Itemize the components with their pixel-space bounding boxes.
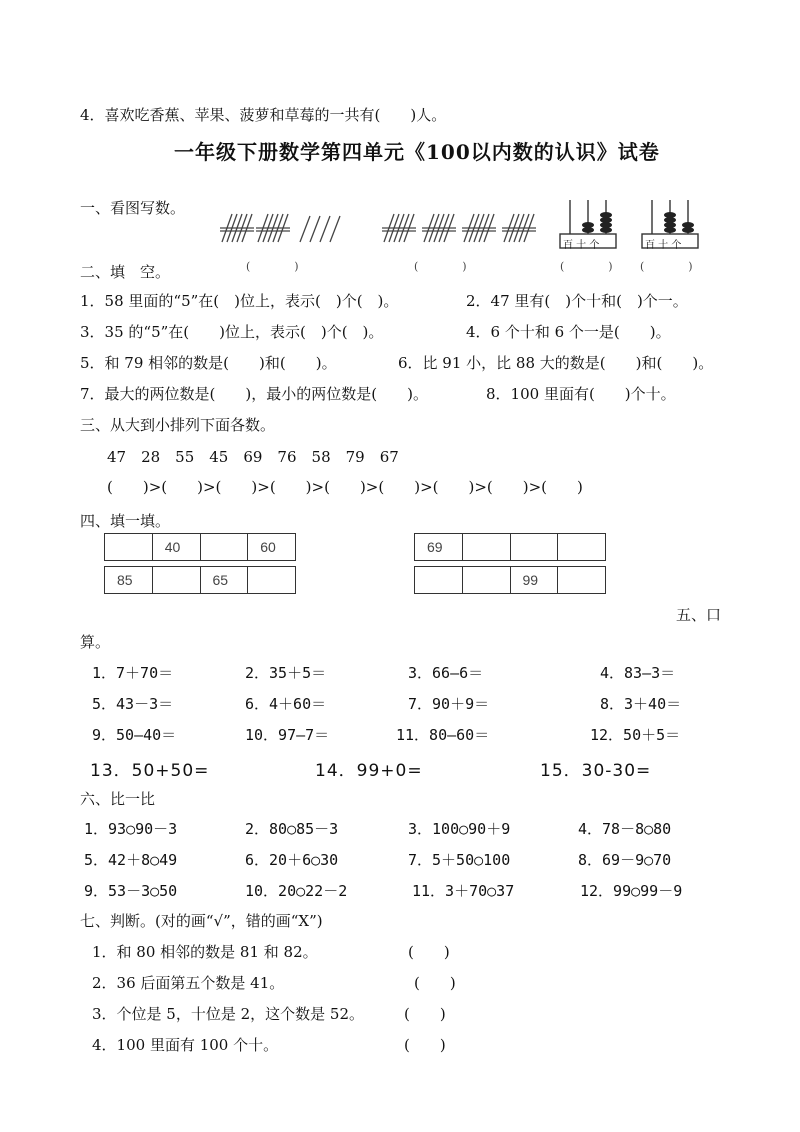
page-title: 一年级下册数学第四单元《100以内数的认识》试卷 [174,140,660,164]
abacus-label-2: 百 十 个 [645,240,682,251]
stick-bundle-icon [502,214,536,242]
calc-item-14: 14．99+0= [315,761,423,781]
compare-item-3: 3．100○90＋9 [408,820,511,838]
calc-item-5: 5．43－3＝ [92,695,174,713]
calc-item-4: 4．83—3＝ [600,664,676,682]
judge-blank-1[interactable]: ( ) [408,943,450,961]
calc-item-15: 15．30-30= [540,761,652,781]
section-3-heading: 三、从大到小排列下面各数。 [80,416,276,434]
fill-question-7: 7．最大的两位数是( )，最小的两位数是( )。 [80,385,428,403]
compare-item-5: 5．42＋8○49 [84,851,178,869]
number-grid-a-row-2 [104,566,296,594]
compare-item-6: 6．20＋6○30 [245,851,339,869]
section-2-heading: 二、填 空。 [80,263,171,281]
calc-item-13: 13．50+50= [90,761,210,781]
stick-bundle-icon [382,214,416,242]
section-1-heading: 一、看图写数。 [80,199,186,217]
section-7-heading: 七、判断。(对的画“√”，错的画“X”) [80,912,323,930]
previous-question-line: 4．喜欢吃香蕉、苹果、菠萝和草莓的一共有( )人。 [80,106,447,124]
numbers-to-sort: 47 28 55 45 69 76 58 79 67 [107,448,399,466]
calc-item-6: 6．4＋60＝ [245,695,327,713]
judge-item-1: 1．和 80 相邻的数是 81 和 82。 [92,943,318,961]
fill-question-6: 6．比 91 小，比 88 大的数是( )和( )。 [398,354,714,372]
stick-bundle-icon [462,214,496,242]
grid-cell[interactable] [511,534,559,560]
grid-cell[interactable] [105,534,153,560]
compare-item-11: 11．3＋70○37 [412,882,515,900]
grid-cell: 40 [153,534,201,560]
grid-cell: 65 [201,567,249,593]
number-grid-a-row-1 [104,533,296,561]
fill-question-3: 3．35 的“5”在( )位上，表示( )个( )。 [80,323,384,341]
section-5-heading-part1: 五、口 [676,606,722,624]
grid-cell[interactable] [558,567,605,593]
section-4-heading: 四、填一填。 [80,512,171,530]
stick-bundle-icon [256,214,290,242]
judge-blank-4[interactable]: ( ) [404,1036,446,1054]
grid-cell[interactable] [463,567,511,593]
answer-blank-4[interactable]: ( ) [640,260,693,273]
grid-cell[interactable] [463,534,511,560]
judge-blank-2[interactable]: ( ) [414,974,456,992]
sticks-bundle-picture-1 [218,210,346,246]
single-sticks-icon [300,216,340,242]
fill-question-4: 4．6 个十和 6 个一是( )。 [466,323,671,341]
sticks-bundle-picture-2 [380,210,540,246]
number-grid-b-row-2 [414,566,606,594]
answer-blank-1[interactable]: ( ) [246,260,299,273]
grid-cell[interactable] [248,567,295,593]
grid-cell: 69 [415,534,463,560]
judge-blank-3[interactable]: ( ) [404,1005,446,1023]
section-6-heading: 六、比一比 [80,790,156,808]
calc-item-8: 8．3＋40＝ [600,695,682,713]
calc-item-1: 1．7＋70＝ [92,664,174,682]
abacus-label-1: 百 十 个 [563,240,600,251]
stick-bundle-icon [422,214,456,242]
answer-blank-2[interactable]: ( ) [414,260,467,273]
grid-cell: 99 [511,567,559,593]
fill-question-1: 1．58 里面的“5”在( )位上，表示( )个( )。 [80,292,399,310]
fill-question-5: 5．和 79 相邻的数是( )和( )。 [80,354,337,372]
fill-question-8: 8．100 里面有( )个十。 [486,385,676,403]
judge-item-3: 3．个位是 5，十位是 2，这个数是 52。 [92,1005,365,1023]
grid-cell[interactable] [415,567,463,593]
answer-blank-3[interactable]: ( ) [560,260,613,273]
grid-cell[interactable] [558,534,605,560]
compare-item-8: 8．69－9○70 [578,851,672,869]
compare-item-2: 2．80○85－3 [245,820,339,838]
compare-item-9: 9．53－3○50 [84,882,178,900]
number-grid-b-row-1 [414,533,606,561]
grid-cell: 85 [105,567,153,593]
calc-item-10: 10．97—7＝ [245,726,330,744]
grid-cell[interactable] [201,534,249,560]
fill-question-2: 2．47 里有( )个十和( )个一。 [466,292,688,310]
calc-item-7: 7．90＋9＝ [408,695,490,713]
compare-item-4: 4．78－8○80 [578,820,672,838]
calc-item-3: 3．66—6＝ [408,664,484,682]
grid-cell[interactable] [153,567,201,593]
judge-item-2: 2．36 后面第五个数是 41。 [92,974,285,992]
stick-bundle-icon [220,214,254,242]
grid-cell: 60 [260,539,276,555]
judge-item-4: 4．100 里面有 100 个十。 [92,1036,279,1054]
compare-item-7: 7．5＋50○100 [408,851,511,869]
calc-item-12: 12．50＋5＝ [590,726,681,744]
section-5-heading-part2: 算。 [80,633,111,651]
calc-item-2: 2．35＋5＝ [245,664,327,682]
sort-answer-blanks[interactable]: ( )>( )>( )>( )>( )>( )>( )>( )>( ) [107,478,583,496]
compare-item-10: 10．20○22－2 [245,882,348,900]
calc-item-9: 9．50—40＝ [92,726,177,744]
calc-item-11: 11．80—60＝ [396,726,490,744]
compare-item-1: 1．93○90－3 [84,820,178,838]
compare-item-12: 12．99○99－9 [580,882,683,900]
